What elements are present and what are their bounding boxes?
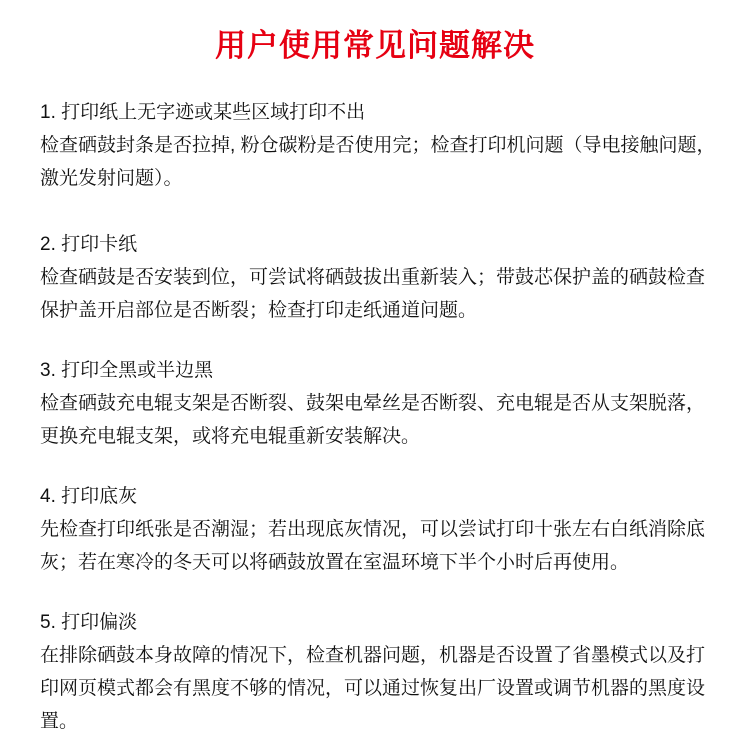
problem-heading: 3. 打印全黑或半边黑: [40, 360, 214, 381]
faq-section-3: [40, 354, 716, 453]
solution-text-line: 灰；若在寒冷的冬天可以将硒鼓放置在室温环境下半个小时后再使用。: [40, 552, 630, 573]
solution-text-line: 印网页模式都会有黑度不够的情况，可以通过恢复出厂设置或调节机器的黑度设: [40, 678, 706, 699]
problem-heading: 4. 打印底灰: [40, 486, 138, 507]
solution-text-line: 在排除硒鼓本身故障的情况下，检查机器问题，机器是否设置了省墨模式以及打: [40, 645, 706, 666]
solution-text-line: 先检查打印纸张是否潮湿；若出现底灰情况，可以尝试打印十张左右白纸消除底: [40, 519, 706, 540]
problem-heading: 5. 打印偏淡: [40, 612, 138, 633]
solution-text-line: 置。: [40, 711, 79, 732]
faq-section-2: [40, 228, 716, 327]
problem-heading: 1. 打印纸上无字迹或某些区域打印不出: [40, 102, 366, 123]
faq-content: [40, 96, 716, 748]
page-title: 用户使用常见问题解决: [215, 28, 535, 63]
solution-text-line: 更换充电辊支架，或将充电辊重新安装解决。: [40, 426, 421, 447]
faq-section-4: [40, 480, 716, 579]
solution-text-line: 保护盖开启部位是否断裂；检查打印走纸通道问题。: [40, 300, 478, 321]
problem-heading: 2. 打印卡纸: [40, 234, 138, 255]
solution-text-line: 检查硒鼓是否安装到位，可尝试将硒鼓拔出重新装入；带鼓芯保护盖的硒鼓检查: [40, 267, 706, 288]
solution-text-line: 检查硒鼓封条是否拉掉, 粉仓碳粉是否使用完；检查打印机问题（导电接触问题，: [40, 135, 716, 156]
solution-text-line: 检查硒鼓充电辊支架是否断裂、鼓架电晕丝是否断裂、充电辊是否从支架脱落，: [40, 393, 706, 414]
solution-text-line: 激光发射问题）。: [40, 168, 183, 189]
faq-section-5: [40, 606, 716, 738]
faq-section-1: [40, 96, 716, 195]
